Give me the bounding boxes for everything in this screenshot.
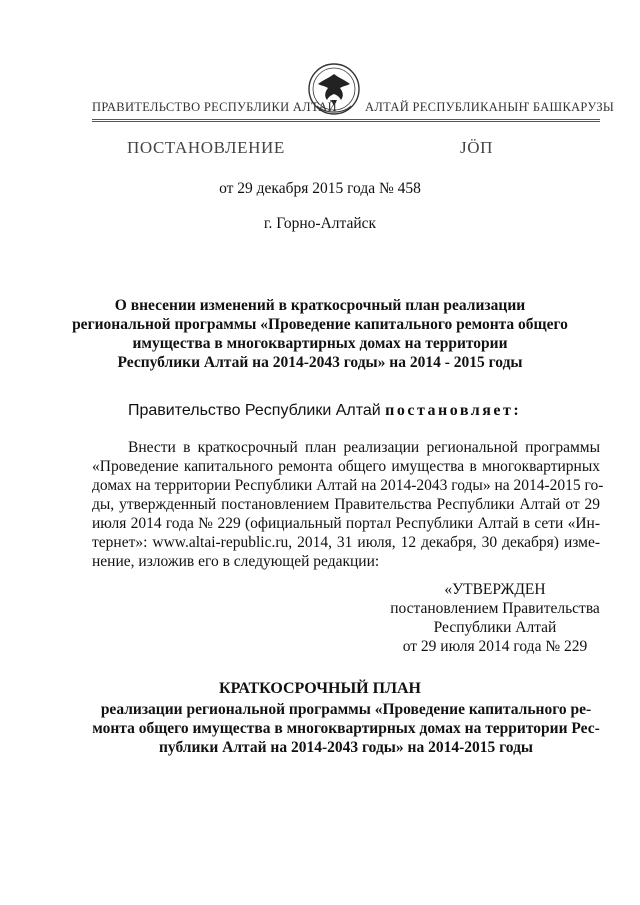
- decree-city: г. Горно-Алтайск: [263, 215, 377, 232]
- decree-title: [0, 296, 640, 372]
- body-line: ды, утвержденный постановлением Правительства Республики Алтай от 29: [92, 496, 600, 513]
- title-line: О внесении изменений в краткосрочный план реализации: [114, 297, 526, 314]
- plan-subtitle-line: публики Алтай на 2014-2043 годы» на 2014-2015 годы: [158, 739, 534, 756]
- government-name-altai: АЛТАЙ РЕСПУБЛИКАНЫҤ БАШКАРУЗЫ: [365, 100, 615, 114]
- plan-subtitle-line: монта общего имущества в многоквартирных домах на территории Рес-: [92, 720, 600, 737]
- plan-subtitle: [92, 700, 600, 757]
- body-line: домах на территории Республики Алтай на 2014-2043 годы» на 2014-2015 го-: [92, 477, 604, 494]
- decree-label-russian: ПОСТАНОВЛЕНИЕ: [127, 138, 285, 157]
- body-line: Внести в краткосрочный план реализации региональной программы: [128, 439, 600, 456]
- header-rule: [92, 119, 600, 120]
- plan-title: КРАТКОСРОЧНЫЙ ПЛАН: [219, 680, 421, 697]
- approval-line: Республики Алтай: [433, 619, 557, 636]
- body-line: «Проведение капитального ремонта общего имущества в многоквартирных: [92, 458, 600, 475]
- title-line: имущества в многоквартирных домах на территории: [132, 335, 508, 352]
- decree-body: [92, 438, 604, 571]
- body-line: июля 2014 года № 229 (официальный портал Республики Алтай в сети «Ин-: [92, 515, 600, 532]
- approval-line: «УТВЕРЖДЕН: [444, 581, 546, 598]
- plan-subtitle-line: реализации региональной программы «Проведение капитального ре-: [100, 701, 592, 718]
- title-line: Республики Алтай на 2014-2043 годы» на 2014 - 2015 годы: [117, 354, 523, 371]
- approval-block: [380, 580, 610, 656]
- decree-label-altai: ЈӦП: [460, 138, 493, 157]
- decides-subject: Правительство Республики Алтай: [128, 402, 381, 419]
- header-rule: [92, 121, 600, 122]
- decides-verb: постановляет:: [385, 402, 522, 419]
- decree-date-number: от 29 декабря 2015 года № 458: [219, 180, 421, 197]
- approval-line: постановлением Правительства: [390, 600, 600, 617]
- title-line: региональной программы «Проведение капитального ремонта общего: [72, 316, 568, 333]
- body-line: нение, изложив его в следующей редакции:: [92, 553, 380, 570]
- body-line: тернет»: www.altai-republic.ru, 2014, 31 июля, 12 декабря, 30 декабря) изме-: [92, 534, 600, 551]
- government-decides: [128, 402, 521, 420]
- approval-line: от 29 июля 2014 года № 229: [402, 638, 588, 655]
- government-name-russian: ПРАВИТЕЛЬСТВО РЕСПУБЛИКИ АЛТАЙ: [92, 100, 337, 114]
